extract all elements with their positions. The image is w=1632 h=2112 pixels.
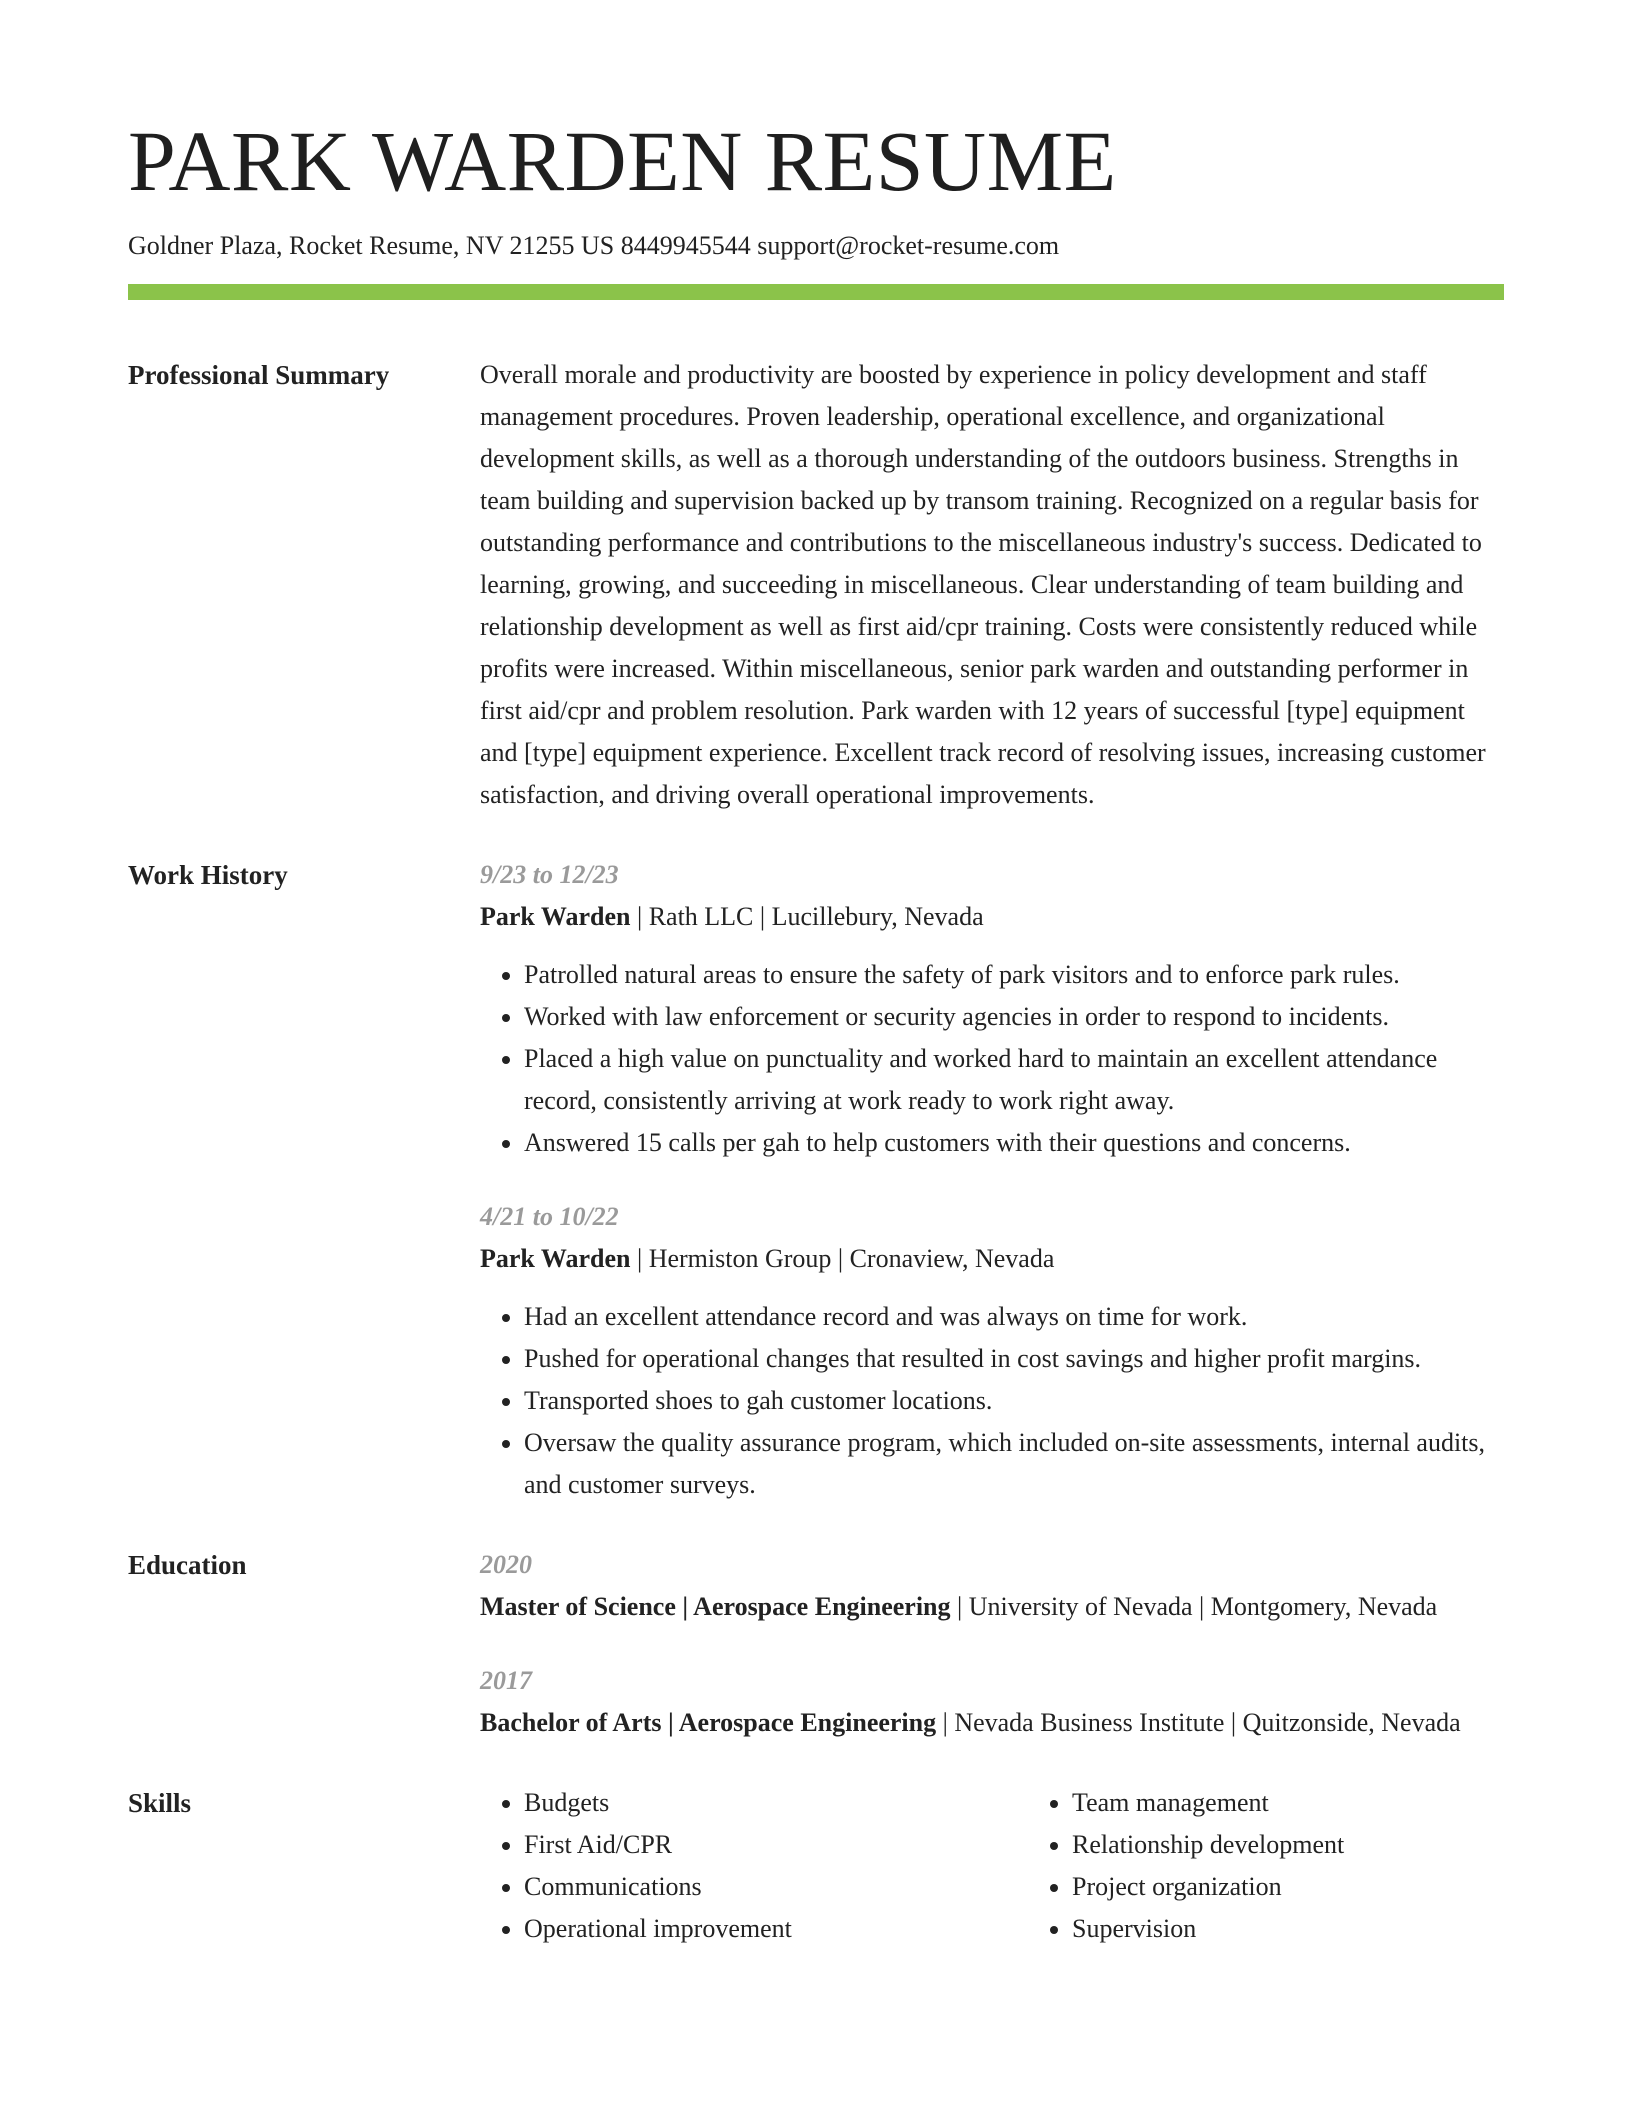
skill-item: • Team management <box>1072 1782 1576 1824</box>
degree-name: Master of Science | Aerospace Engineering <box>480 1592 951 1622</box>
education-year: 2017 <box>480 1666 532 1696</box>
accent-divider <box>128 284 1504 300</box>
skills-section <box>128 1782 1504 1950</box>
job-heading <box>480 1238 1504 1280</box>
job-entry <box>480 1196 1504 1506</box>
job-bullet: • Placed a high value on punctuality and worked hard to maintain an excellent attendance record, consistently arriving at work ready to work right away. <box>524 1038 1504 1122</box>
work-history-section <box>128 854 1504 1506</box>
job-title: Park Warden <box>480 1244 631 1274</box>
work-history-label: Work History <box>128 860 288 891</box>
education-entry <box>480 1660 1504 1744</box>
summary-label: Professional Summary <box>128 360 390 391</box>
degree-name: Bachelor of Arts | Aerospace Engineering <box>480 1708 937 1738</box>
skill-item: • Project organization <box>1072 1866 1576 1908</box>
education-year: 2020 <box>480 1550 532 1580</box>
job-bullets <box>480 1296 1504 1506</box>
job-bullet: • Transported shoes to gah customer locations. <box>524 1380 1504 1422</box>
skills-grid <box>480 1782 1576 1950</box>
skill-item: • Operational improvement <box>524 1908 1028 1950</box>
job-bullet: • Answered 15 calls per gah to help customers with their questions and concerns. <box>524 1122 1504 1164</box>
job-bullet: • Oversaw the quality assurance program, which included on-site assessments, internal audits, and customer surveys. <box>524 1422 1504 1506</box>
skills-label: Skills <box>128 1788 192 1819</box>
job-heading <box>480 896 1504 938</box>
job-dates: 9/23 to 12/23 <box>480 860 619 890</box>
skills-list-left <box>480 1782 1028 1950</box>
skill-item: • First Aid/CPR <box>524 1824 1028 1866</box>
skill-item: • Budgets <box>524 1782 1028 1824</box>
job-bullet: • Had an excellent attendance record and was always on time for work. <box>524 1296 1504 1338</box>
education-heading <box>480 1702 1504 1744</box>
education-heading <box>480 1586 1504 1628</box>
resume-page <box>128 113 1504 1950</box>
job-bullet: • Patrolled natural areas to ensure the safety of park visitors and to enforce park rules. <box>524 954 1504 996</box>
education-details: | University of Nevada | Montgomery, Nevada <box>950 1592 1438 1622</box>
education-label: Education <box>128 1550 247 1581</box>
job-details: | Hermiston Group | Cronaview, Nevada <box>630 1244 1055 1274</box>
education-section <box>128 1544 1504 1744</box>
job-bullets <box>480 954 1504 1164</box>
job-entry <box>480 854 1504 1164</box>
contact-line: Goldner Plaza, Rocket Resume, NV 21255 US 8449945544 support@rocket-resume.com <box>128 231 1060 260</box>
education-entry <box>480 1544 1504 1628</box>
skill-item: • Communications <box>524 1866 1028 1908</box>
job-title: Park Warden <box>480 902 631 932</box>
job-bullet: • Worked with law enforcement or security agencies in order to respond to incidents. <box>524 996 1504 1038</box>
resume-title: PARK WARDEN RESUME <box>128 113 1117 209</box>
job-details: | Rath LLC | Lucillebury, Nevada <box>630 902 984 932</box>
summary-section <box>128 354 1504 816</box>
job-bullet: • Pushed for operational changes that resulted in cost savings and higher profit margins. <box>524 1338 1504 1380</box>
job-dates: 4/21 to 10/22 <box>480 1202 619 1232</box>
skill-item: • Supervision <box>1072 1908 1576 1950</box>
summary-text: Overall morale and productivity are boosted by experience in policy development and staff management procedures. Proven leadership, operational excellence, and organizational development skills, as well as a thorough understanding of the outdoors business. Strengths in team building and supervision backed up by transom training. Recognized on a regular basis for outstanding performance and contributions to the miscellaneous industry's success. Dedicated to learning, growing, and succeeding in miscellaneous. Clear understanding of team building and relationship development as well as first aid/cpr training. Costs were consistently reduced while profits were increased. Within miscellaneous, senior park warden and outstanding performer in first aid/cpr and problem resolution. Park warden with 12 years of successful [type] equipment and [type] equipment experience. Excellent track record of resolving issues, increasing customer satisfaction, and driving overall operational improvements. <box>480 360 1486 810</box>
skills-list-right <box>1028 1782 1576 1950</box>
education-details: | Nevada Business Institute | Quitzonside, Nevada <box>936 1708 1461 1738</box>
skill-item: • Relationship development <box>1072 1824 1576 1866</box>
